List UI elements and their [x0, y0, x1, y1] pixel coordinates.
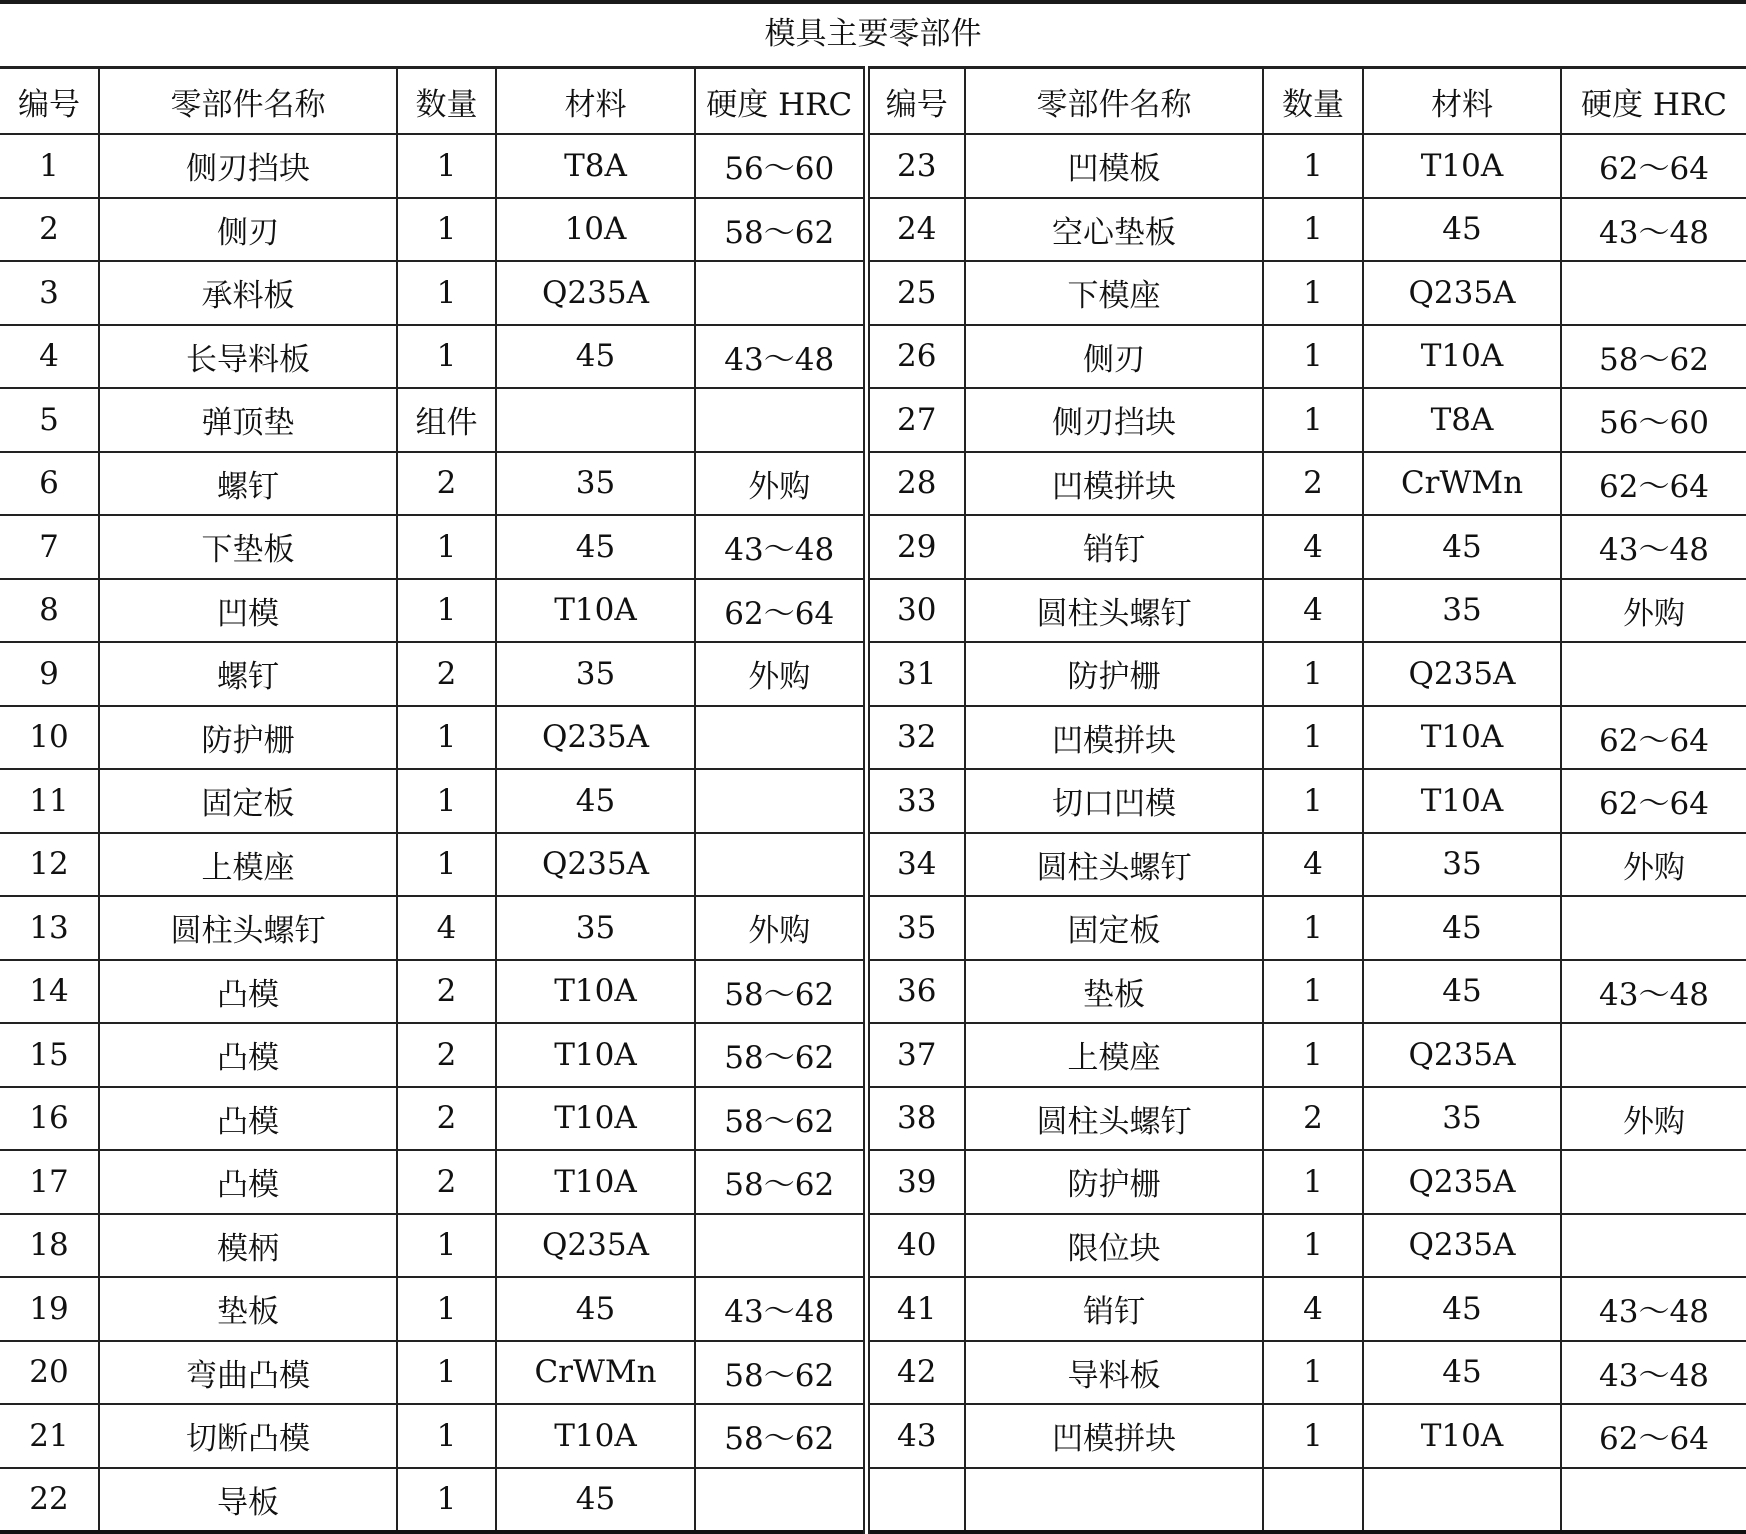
cell-material-right: T10A: [1363, 706, 1561, 770]
table-row: [0, 896, 1746, 960]
cell-name-left: 切断凸模: [99, 1404, 397, 1468]
cell-name-right: 切口凹模: [965, 769, 1263, 833]
cell-id-left: 8: [0, 579, 99, 643]
cell-material-right: Q235A: [1363, 642, 1561, 706]
cell-hardness-left: 43～48: [695, 1277, 866, 1341]
cell-hardness-left: 56～60: [695, 134, 866, 198]
cell-id-left: 18: [0, 1214, 99, 1278]
cell-hardness-right: 58～62: [1561, 325, 1746, 389]
cell-hardness-left: [695, 1468, 866, 1533]
table-row: [0, 325, 1746, 389]
cell-qty-right: 2: [1263, 452, 1363, 516]
table-row: [0, 706, 1746, 770]
cell-id-left: 21: [0, 1404, 99, 1468]
header-material-left: 材料: [496, 68, 695, 135]
cell-material-right: Q235A: [1363, 261, 1561, 325]
cell-qty-left: 1: [397, 515, 496, 579]
cell-id-right: 23: [866, 134, 965, 198]
cell-name-right: 销钉: [965, 515, 1263, 579]
cell-id-left: 13: [0, 896, 99, 960]
cell-id-left: 20: [0, 1341, 99, 1405]
table-row: [0, 198, 1746, 262]
cell-name-right: 凹模拼块: [965, 452, 1263, 516]
cell-material-left: 45: [496, 1468, 695, 1533]
cell-hardness-right: 43～48: [1561, 1277, 1746, 1341]
cell-id-left: 17: [0, 1150, 99, 1214]
cell-hardness-right: 外购: [1561, 833, 1746, 897]
cell-hardness-left: 外购: [695, 896, 866, 960]
cell-hardness-left: 43～48: [695, 515, 866, 579]
cell-name-left: 侧刃挡块: [99, 134, 397, 198]
cell-id-right: 30: [866, 579, 965, 643]
table-row: [0, 642, 1746, 706]
cell-name-right: 销钉: [965, 1277, 1263, 1341]
cell-qty-left: 组件: [397, 388, 496, 452]
cell-name-left: 上模座: [99, 833, 397, 897]
cell-qty-right: 1: [1263, 325, 1363, 389]
header-id-right: 编号: [866, 68, 965, 135]
cell-name-right: 固定板: [965, 896, 1263, 960]
parts-table-body: [0, 134, 1746, 1532]
cell-hardness-right: 56～60: [1561, 388, 1746, 452]
cell-name-left: 承料板: [99, 261, 397, 325]
cell-qty-left: 2: [397, 1150, 496, 1214]
cell-material-left: 45: [496, 769, 695, 833]
cell-hardness-left: 43～48: [695, 325, 866, 389]
cell-material-left: Q235A: [496, 1214, 695, 1278]
cell-material-right: 45: [1363, 896, 1561, 960]
cell-qty-left: 1: [397, 1404, 496, 1468]
cell-id-right: 26: [866, 325, 965, 389]
cell-name-right: 圆柱头螺钉: [965, 833, 1263, 897]
cell-name-left: 垫板: [99, 1277, 397, 1341]
cell-hardness-right: 62～64: [1561, 769, 1746, 833]
cell-hardness-right: 43～48: [1561, 1341, 1746, 1405]
header-material-right: 材料: [1363, 68, 1561, 135]
cell-qty-left: 1: [397, 134, 496, 198]
cell-id-right: 39: [866, 1150, 965, 1214]
cell-name-right: 凹模板: [965, 134, 1263, 198]
header-name-right: 零部件名称: [965, 68, 1263, 135]
top-rule: [0, 0, 1746, 4]
cell-qty-right: 4: [1263, 1277, 1363, 1341]
cell-name-right: 空心垫板: [965, 198, 1263, 262]
cell-hardness-left: [695, 261, 866, 325]
cell-material-right: CrWMn: [1363, 452, 1561, 516]
table-row: [0, 1150, 1746, 1214]
cell-id-right: 33: [866, 769, 965, 833]
cell-name-left: 模柄: [99, 1214, 397, 1278]
cell-name-left: 凹模: [99, 579, 397, 643]
cell-id-right: 40: [866, 1214, 965, 1278]
cell-material-left: 10A: [496, 198, 695, 262]
cell-qty-left: 2: [397, 960, 496, 1024]
cell-id-left: 6: [0, 452, 99, 516]
cell-id-right: 27: [866, 388, 965, 452]
cell-material-left: Q235A: [496, 706, 695, 770]
cell-material-left: T10A: [496, 960, 695, 1024]
cell-qty-right: 1: [1263, 1404, 1363, 1468]
cell-name-right: 圆柱头螺钉: [965, 579, 1263, 643]
cell-name-left: 弯曲凸模: [99, 1341, 397, 1405]
cell-material-right: 45: [1363, 515, 1561, 579]
cell-id-left: 14: [0, 960, 99, 1024]
cell-name-left: 凸模: [99, 1087, 397, 1151]
header-qty-right: 数量: [1263, 68, 1363, 135]
cell-material-left: 35: [496, 896, 695, 960]
cell-qty-left: 1: [397, 833, 496, 897]
cell-name-left: 螺钉: [99, 452, 397, 516]
cell-id-right: 32: [866, 706, 965, 770]
cell-hardness-left: [695, 706, 866, 770]
cell-qty-left: 1: [397, 579, 496, 643]
cell-hardness-left: 58～62: [695, 960, 866, 1024]
cell-material-right: Q235A: [1363, 1214, 1561, 1278]
cell-name-right: 凹模拼块: [965, 706, 1263, 770]
cell-qty-right: [1263, 1468, 1363, 1533]
cell-hardness-right: 外购: [1561, 1087, 1746, 1151]
cell-hardness-left: [695, 769, 866, 833]
cell-name-right: 上模座: [965, 1023, 1263, 1087]
cell-material-right: 45: [1363, 198, 1561, 262]
table-row: [0, 1214, 1746, 1278]
cell-name-right: 导料板: [965, 1341, 1263, 1405]
cell-qty-right: 1: [1263, 134, 1363, 198]
cell-qty-right: 1: [1263, 388, 1363, 452]
cell-hardness-left: 外购: [695, 452, 866, 516]
cell-qty-left: 1: [397, 198, 496, 262]
table-row: [0, 769, 1746, 833]
table-row: [0, 1087, 1746, 1151]
table-caption: 模具主要零部件: [764, 16, 982, 52]
cell-hardness-right: 62～64: [1561, 452, 1746, 516]
cell-material-left: T10A: [496, 1150, 695, 1214]
table-row: [0, 452, 1746, 516]
cell-id-left: 3: [0, 261, 99, 325]
cell-id-right: [866, 1468, 965, 1533]
cell-id-left: 19: [0, 1277, 99, 1341]
table-row: [0, 579, 1746, 643]
cell-qty-right: 1: [1263, 261, 1363, 325]
table-row: [0, 1341, 1746, 1405]
cell-hardness-right: [1561, 261, 1746, 325]
cell-material-left: [496, 388, 695, 452]
cell-name-right: 防护栅: [965, 1150, 1263, 1214]
cell-name-left: 导板: [99, 1468, 397, 1533]
cell-hardness-right: [1561, 1468, 1746, 1533]
cell-name-left: 圆柱头螺钉: [99, 896, 397, 960]
cell-qty-right: 1: [1263, 769, 1363, 833]
cell-hardness-left: 58～62: [695, 198, 866, 262]
cell-material-right: 45: [1363, 960, 1561, 1024]
table-row: [0, 134, 1746, 198]
cell-id-left: 1: [0, 134, 99, 198]
cell-name-right: 防护栅: [965, 642, 1263, 706]
table-row: [0, 1404, 1746, 1468]
cell-hardness-right: 62～64: [1561, 134, 1746, 198]
header-qty-left: 数量: [397, 68, 496, 135]
parts-table: [0, 66, 1746, 1534]
cell-hardness-right: 43～48: [1561, 198, 1746, 262]
table-row: [0, 388, 1746, 452]
cell-id-right: 25: [866, 261, 965, 325]
cell-name-left: 凸模: [99, 1150, 397, 1214]
cell-hardness-right: [1561, 1150, 1746, 1214]
cell-qty-left: 2: [397, 1087, 496, 1151]
cell-material-right: T10A: [1363, 1404, 1561, 1468]
cell-hardness-left: 外购: [695, 642, 866, 706]
cell-name-right: 侧刃: [965, 325, 1263, 389]
cell-name-left: 螺钉: [99, 642, 397, 706]
cell-hardness-left: 58～62: [695, 1150, 866, 1214]
cell-qty-left: 2: [397, 642, 496, 706]
cell-id-right: 42: [866, 1341, 965, 1405]
table-row: [0, 1277, 1746, 1341]
cell-id-right: 37: [866, 1023, 965, 1087]
cell-id-right: 29: [866, 515, 965, 579]
table-row: [0, 833, 1746, 897]
cell-material-right: [1363, 1468, 1561, 1533]
cell-qty-right: 1: [1263, 896, 1363, 960]
cell-qty-left: 1: [397, 325, 496, 389]
cell-material-left: 45: [496, 515, 695, 579]
cell-id-right: 41: [866, 1277, 965, 1341]
cell-material-left: Q235A: [496, 261, 695, 325]
header-hardness-right: 硬度 HRC: [1561, 68, 1746, 135]
cell-hardness-right: 43～48: [1561, 515, 1746, 579]
cell-qty-left: 4: [397, 896, 496, 960]
cell-qty-left: 1: [397, 1214, 496, 1278]
cell-name-left: 长导料板: [99, 325, 397, 389]
cell-id-left: 4: [0, 325, 99, 389]
cell-hardness-right: [1561, 642, 1746, 706]
cell-name-right: 圆柱头螺钉: [965, 1087, 1263, 1151]
cell-name-right: 垫板: [965, 960, 1263, 1024]
cell-qty-right: 1: [1263, 642, 1363, 706]
cell-qty-left: 1: [397, 769, 496, 833]
cell-material-right: T10A: [1363, 325, 1561, 389]
cell-qty-left: 2: [397, 452, 496, 516]
cell-id-right: 38: [866, 1087, 965, 1151]
cell-hardness-left: 62～64: [695, 579, 866, 643]
header-row: [0, 68, 1746, 135]
cell-material-right: 35: [1363, 833, 1561, 897]
header-id-left: 编号: [0, 68, 99, 135]
cell-hardness-right: [1561, 1214, 1746, 1278]
cell-hardness-left: [695, 833, 866, 897]
cell-material-left: T10A: [496, 579, 695, 643]
cell-name-left: 弹顶垫: [99, 388, 397, 452]
cell-hardness-left: [695, 1214, 866, 1278]
cell-id-left: 11: [0, 769, 99, 833]
cell-id-left: 9: [0, 642, 99, 706]
cell-hardness-right: 外购: [1561, 579, 1746, 643]
cell-hardness-right: 43～48: [1561, 960, 1746, 1024]
cell-name-left: 侧刃: [99, 198, 397, 262]
cell-material-right: Q235A: [1363, 1150, 1561, 1214]
cell-material-left: 45: [496, 325, 695, 389]
cell-qty-right: 2: [1263, 1087, 1363, 1151]
cell-qty-right: 1: [1263, 1214, 1363, 1278]
cell-material-left: CrWMn: [496, 1341, 695, 1405]
cell-qty-right: 4: [1263, 579, 1363, 643]
cell-qty-right: 1: [1263, 1150, 1363, 1214]
table-row: [0, 515, 1746, 579]
cell-id-left: 7: [0, 515, 99, 579]
cell-material-left: T8A: [496, 134, 695, 198]
cell-material-left: T10A: [496, 1087, 695, 1151]
cell-material-right: T10A: [1363, 134, 1561, 198]
table-row: [0, 261, 1746, 325]
cell-qty-right: 1: [1263, 1341, 1363, 1405]
cell-id-left: 2: [0, 198, 99, 262]
cell-name-left: 下垫板: [99, 515, 397, 579]
cell-id-right: 34: [866, 833, 965, 897]
table-row: [0, 1468, 1746, 1533]
cell-id-left: 15: [0, 1023, 99, 1087]
cell-material-left: 45: [496, 1277, 695, 1341]
cell-hardness-right: [1561, 1023, 1746, 1087]
cell-qty-left: 1: [397, 1341, 496, 1405]
cell-name-right: 下模座: [965, 261, 1263, 325]
cell-id-right: 31: [866, 642, 965, 706]
cell-hardness-right: 62～64: [1561, 1404, 1746, 1468]
cell-material-right: 35: [1363, 579, 1561, 643]
cell-name-right: 限位块: [965, 1214, 1263, 1278]
cell-qty-left: 1: [397, 706, 496, 770]
cell-id-left: 16: [0, 1087, 99, 1151]
cell-name-right: [965, 1468, 1263, 1533]
cell-material-right: T8A: [1363, 388, 1561, 452]
cell-material-right: T10A: [1363, 769, 1561, 833]
cell-hardness-right: 62～64: [1561, 706, 1746, 770]
cell-qty-right: 1: [1263, 960, 1363, 1024]
cell-qty-left: 1: [397, 1468, 496, 1533]
cell-material-right: 45: [1363, 1341, 1561, 1405]
cell-name-left: 凸模: [99, 960, 397, 1024]
cell-material-left: T10A: [496, 1023, 695, 1087]
cell-id-right: 24: [866, 198, 965, 262]
header-hardness-left: 硬度 HRC: [695, 68, 866, 135]
cell-hardness-left: 58～62: [695, 1087, 866, 1151]
table-row: [0, 1023, 1746, 1087]
cell-id-right: 28: [866, 452, 965, 516]
cell-id-left: 5: [0, 388, 99, 452]
cell-name-right: 侧刃挡块: [965, 388, 1263, 452]
cell-hardness-left: [695, 388, 866, 452]
cell-material-left: 35: [496, 452, 695, 516]
cell-hardness-left: 58～62: [695, 1023, 866, 1087]
cell-id-right: 36: [866, 960, 965, 1024]
cell-qty-left: 1: [397, 261, 496, 325]
cell-name-left: 凸模: [99, 1023, 397, 1087]
cell-qty-right: 1: [1263, 198, 1363, 262]
cell-qty-right: 1: [1263, 706, 1363, 770]
cell-id-left: 22: [0, 1468, 99, 1533]
cell-qty-left: 1: [397, 1277, 496, 1341]
cell-hardness-left: 58～62: [695, 1341, 866, 1405]
header-name-left: 零部件名称: [99, 68, 397, 135]
cell-qty-right: 1: [1263, 1023, 1363, 1087]
cell-id-left: 10: [0, 706, 99, 770]
table-row: [0, 960, 1746, 1024]
cell-material-right: Q235A: [1363, 1023, 1561, 1087]
cell-qty-right: 4: [1263, 833, 1363, 897]
cell-material-left: T10A: [496, 1404, 695, 1468]
cell-material-right: 45: [1363, 1277, 1561, 1341]
cell-qty-left: 2: [397, 1023, 496, 1087]
cell-material-left: Q235A: [496, 833, 695, 897]
cell-name-left: 固定板: [99, 769, 397, 833]
cell-name-right: 凹模拼块: [965, 1404, 1263, 1468]
cell-id-right: 35: [866, 896, 965, 960]
cell-material-right: 35: [1363, 1087, 1561, 1151]
cell-qty-right: 4: [1263, 515, 1363, 579]
cell-name-left: 防护栅: [99, 706, 397, 770]
cell-id-left: 12: [0, 833, 99, 897]
cell-hardness-left: 58～62: [695, 1404, 866, 1468]
cell-hardness-right: [1561, 896, 1746, 960]
cell-material-left: 35: [496, 642, 695, 706]
cell-id-right: 43: [866, 1404, 965, 1468]
